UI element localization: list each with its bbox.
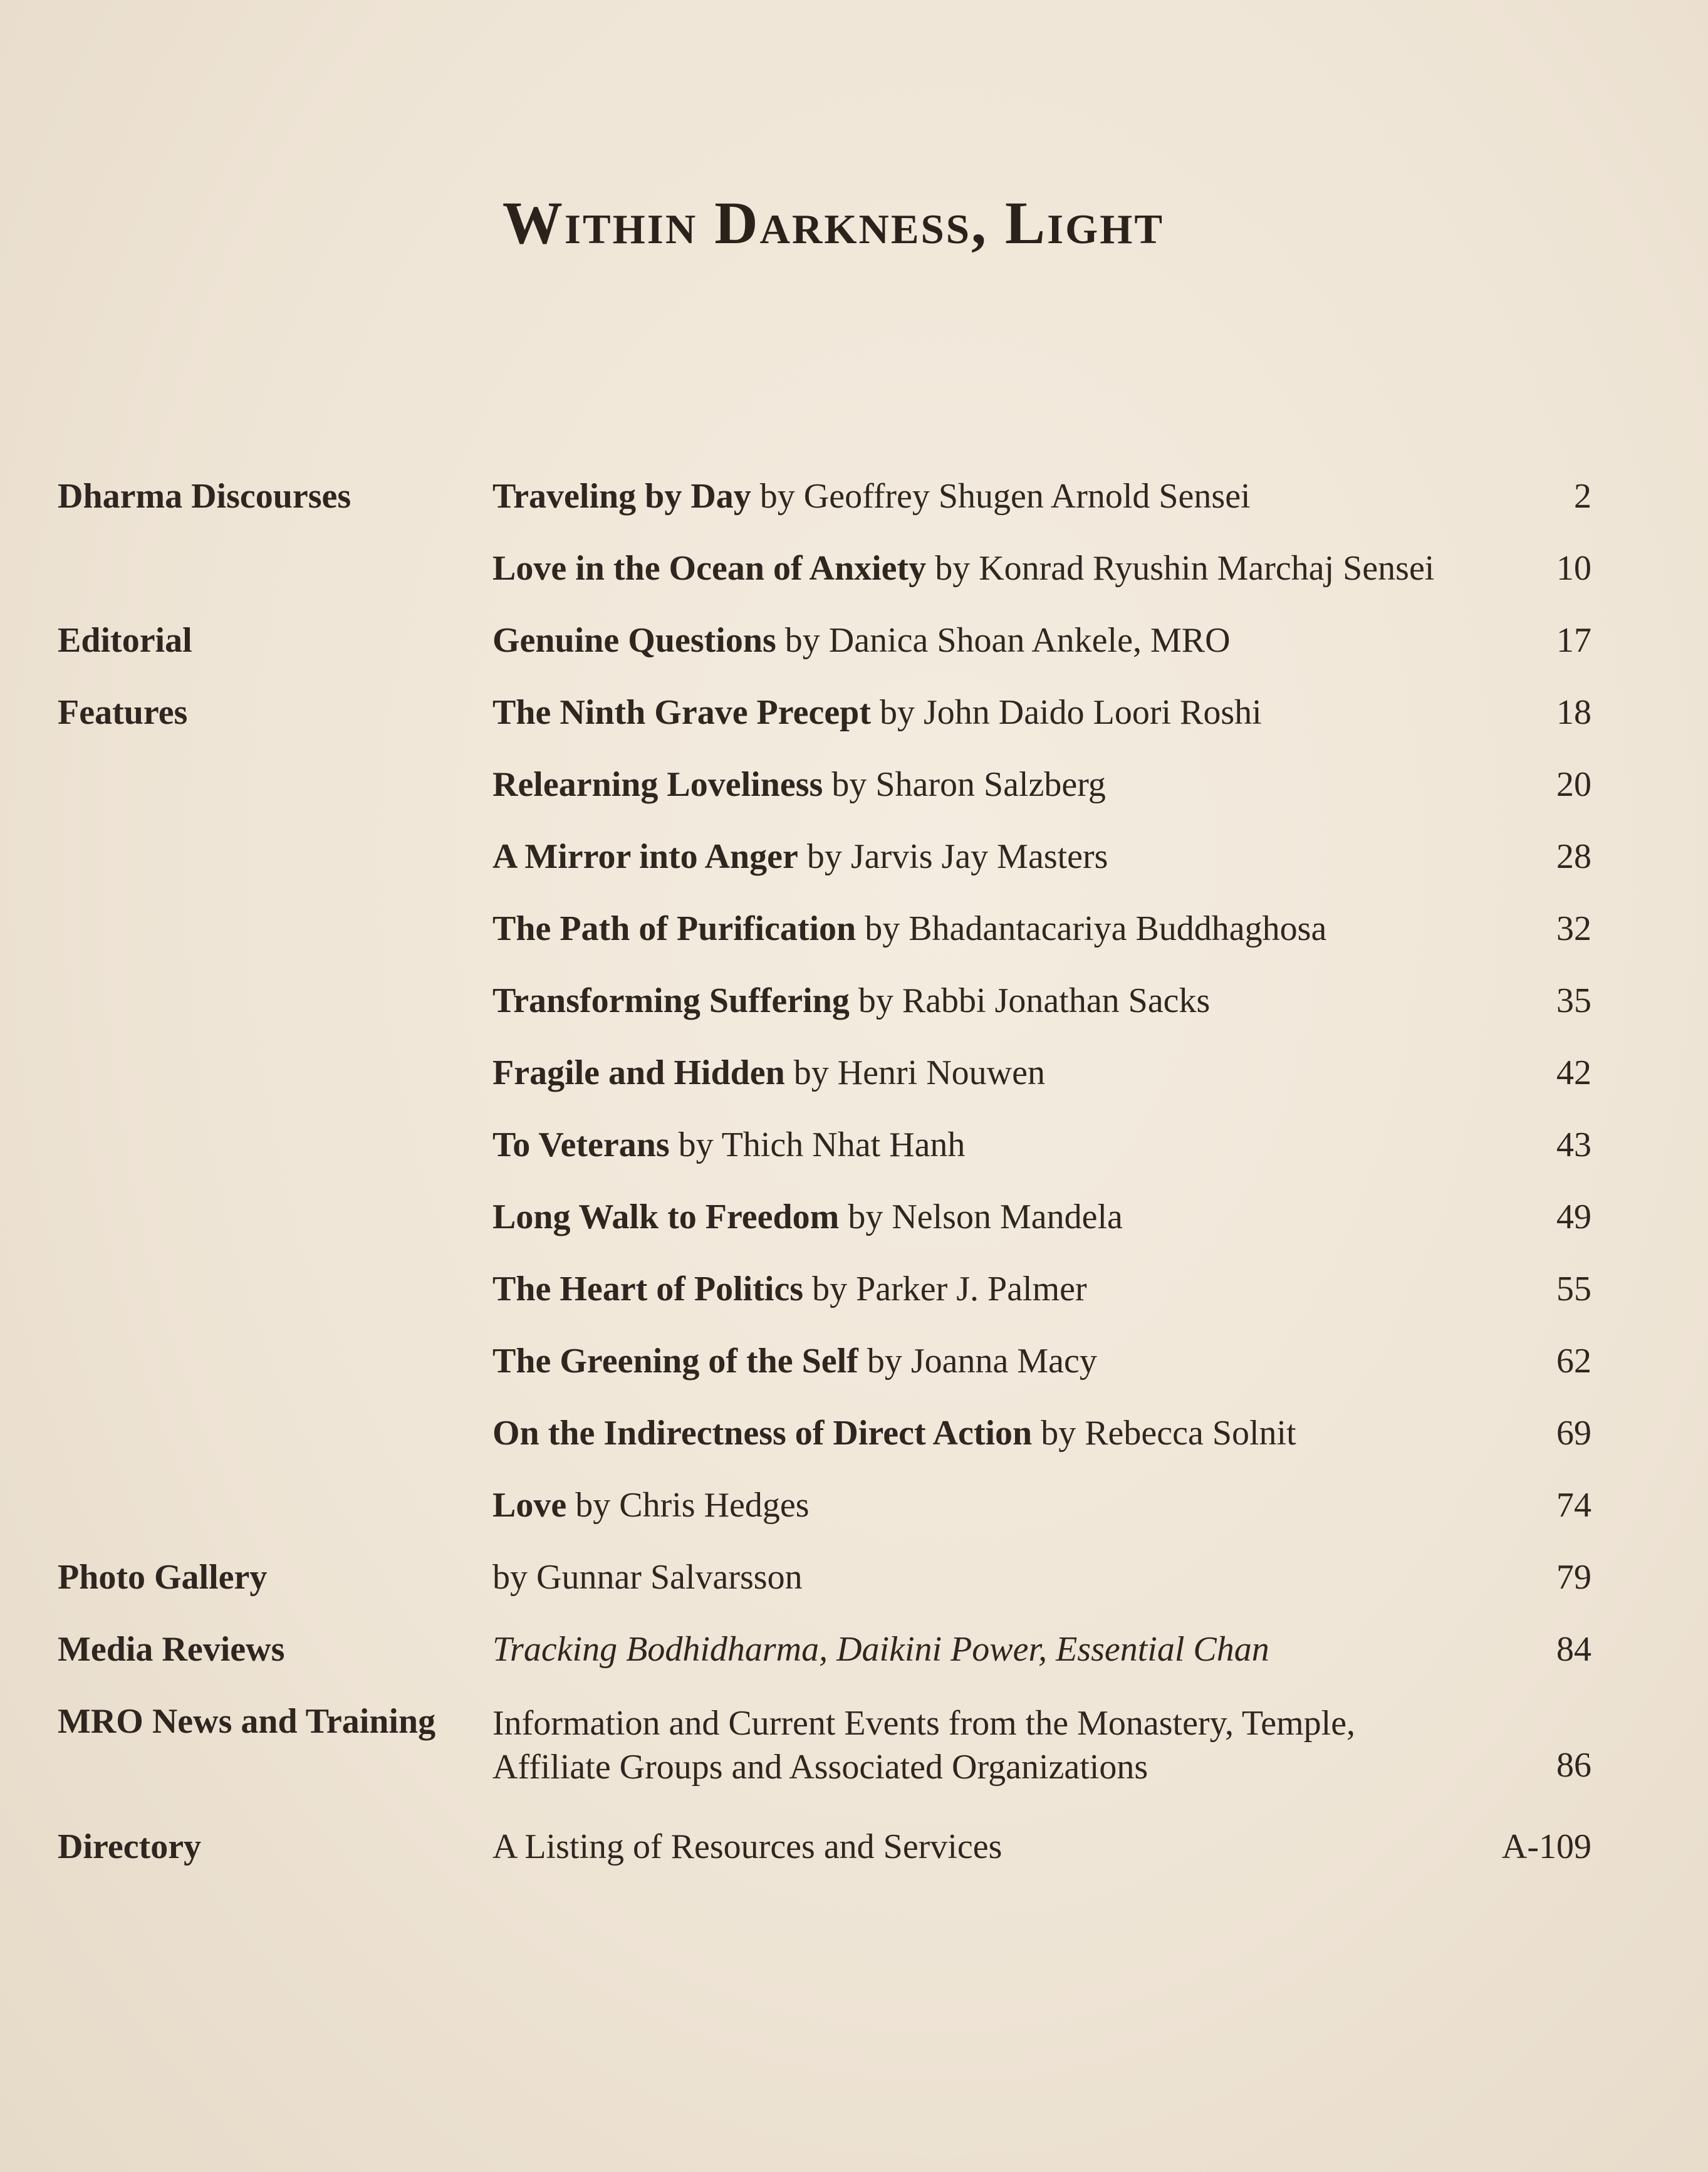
page-title: Within Darkness, Light bbox=[502, 189, 1165, 256]
entry-byline: by Sharon Salzberg bbox=[823, 765, 1106, 804]
toc-entry: A Listing of Resources and Services bbox=[492, 1827, 1002, 1866]
toc-row bbox=[0, 1413, 1708, 1470]
entry-byline: by Bhadantacariya Buddhaghosa bbox=[856, 909, 1327, 948]
entry-byline: by Rebecca Solnit bbox=[1032, 1414, 1296, 1453]
entry-byline: by Joanna Macy bbox=[858, 1342, 1097, 1381]
section-heading: Directory bbox=[58, 1827, 202, 1866]
entry-title: To Veterans bbox=[492, 1125, 670, 1164]
toc-entry bbox=[492, 909, 1326, 949]
entry-title: Relearning Loveliness bbox=[492, 765, 823, 804]
page-number: 79 bbox=[1556, 1558, 1591, 1597]
page-number: 86 bbox=[1556, 1746, 1591, 1785]
entry-byline: by Henri Nouwen bbox=[784, 1053, 1045, 1092]
entry-title: On the Indirectness of Direct Action bbox=[492, 1414, 1033, 1453]
page-number: 20 bbox=[1556, 765, 1591, 804]
entry-byline: by Rabbi Jonathan Sacks bbox=[849, 981, 1211, 1020]
toc-entry bbox=[492, 1053, 1045, 1093]
toc-row bbox=[0, 1341, 1708, 1397]
entry-title: Love bbox=[492, 1486, 567, 1525]
entry-title: Long Walk to Freedom bbox=[492, 1198, 840, 1236]
toc-row bbox=[0, 1629, 1708, 1686]
toc-row bbox=[0, 476, 1708, 533]
toc-row bbox=[0, 1125, 1708, 1181]
page-number: 55 bbox=[1556, 1270, 1591, 1308]
entry-byline: by Geoffrey Shugen Arnold Sensei bbox=[751, 477, 1251, 516]
page-number: A-109 bbox=[1501, 1827, 1591, 1866]
page-number: 2 bbox=[1574, 477, 1591, 516]
toc-row bbox=[0, 1197, 1708, 1253]
toc-entry bbox=[492, 692, 1262, 733]
toc-entry: Information and Current Events from the Monastery, Temple, Affiliate Groups and Associated Organizations bbox=[492, 1704, 1356, 1787]
page-number: 17 bbox=[1556, 621, 1591, 660]
toc-row bbox=[0, 1827, 1708, 1883]
entry-title: The Ninth Grave Precept bbox=[492, 693, 871, 732]
page-number: 32 bbox=[1556, 909, 1591, 948]
toc-row bbox=[0, 1269, 1708, 1325]
toc-entry bbox=[492, 548, 1434, 588]
toc-row bbox=[0, 620, 1708, 677]
toc-row bbox=[0, 909, 1708, 965]
page-number: 28 bbox=[1556, 837, 1591, 876]
page-number: 69 bbox=[1556, 1414, 1591, 1453]
toc-entry bbox=[492, 765, 1106, 805]
toc-entry bbox=[492, 620, 1231, 660]
section-heading: MRO News and Training bbox=[58, 1702, 436, 1741]
page-number: 84 bbox=[1556, 1630, 1591, 1669]
page-number: 35 bbox=[1556, 981, 1591, 1020]
toc-row bbox=[0, 548, 1708, 605]
entry-byline: by Chris Hedges bbox=[566, 1486, 810, 1525]
toc-entry bbox=[492, 981, 1210, 1021]
toc-row bbox=[0, 981, 1708, 1037]
entry-title: The Heart of Politics bbox=[492, 1270, 804, 1308]
page-number: 18 bbox=[1556, 693, 1591, 732]
toc-row bbox=[0, 837, 1708, 893]
entry-title: Fragile and Hidden bbox=[492, 1053, 785, 1092]
toc-entry: by Gunnar Salvarsson bbox=[492, 1558, 803, 1597]
page-number: 43 bbox=[1556, 1125, 1591, 1164]
page-number: 74 bbox=[1556, 1486, 1591, 1525]
toc-row bbox=[0, 1485, 1708, 1542]
entry-title: Love in the Ocean of Anxiety bbox=[492, 549, 927, 588]
entry-byline: by Konrad Ryushin Marchaj Sensei bbox=[926, 549, 1435, 588]
toc-row bbox=[0, 1701, 1708, 1802]
toc-entry bbox=[492, 476, 1251, 516]
toc-entry bbox=[492, 1341, 1097, 1381]
page-number: 42 bbox=[1556, 1053, 1591, 1092]
toc-entry bbox=[492, 1413, 1296, 1453]
section-heading: Editorial bbox=[58, 621, 192, 660]
entry-title: Transforming Suffering bbox=[492, 981, 850, 1020]
section-heading: Features bbox=[58, 693, 188, 732]
entry-byline: by Jarvis Jay Masters bbox=[798, 837, 1108, 876]
toc-entry: Tracking Bodhidharma, Daikini Power, Essential Chan bbox=[492, 1630, 1269, 1669]
entry-byline: by John Daido Loori Roshi bbox=[870, 693, 1262, 732]
entry-title: Traveling by Day bbox=[492, 477, 751, 516]
entry-byline: by Parker J. Palmer bbox=[803, 1270, 1087, 1308]
section-heading: Media Reviews bbox=[58, 1630, 285, 1669]
entry-title: A Mirror into Anger bbox=[492, 837, 798, 876]
entry-byline: by Nelson Mandela bbox=[839, 1198, 1123, 1236]
page-number: 62 bbox=[1556, 1342, 1591, 1381]
entry-byline: by Danica Shoan Ankele, MRO bbox=[776, 621, 1231, 660]
toc-entry bbox=[492, 1485, 810, 1525]
toc-entry bbox=[492, 837, 1108, 877]
entry-title: The Greening of the Self bbox=[492, 1342, 858, 1381]
toc-entry bbox=[492, 1197, 1123, 1237]
entry-byline: by Thich Nhat Hanh bbox=[669, 1125, 966, 1164]
entry-title: Genuine Questions bbox=[492, 621, 776, 660]
toc-row bbox=[0, 1053, 1708, 1109]
toc-row bbox=[0, 1557, 1708, 1614]
toc-row bbox=[0, 765, 1708, 821]
section-heading: Dharma Discourses bbox=[58, 477, 351, 516]
toc-entry bbox=[492, 1125, 965, 1165]
page-number: 49 bbox=[1556, 1198, 1591, 1236]
toc-entry bbox=[492, 1269, 1087, 1309]
section-heading: Photo Gallery bbox=[58, 1558, 268, 1597]
entry-title: The Path of Purification bbox=[492, 909, 857, 948]
toc-row bbox=[0, 692, 1708, 749]
page-number: 10 bbox=[1556, 549, 1591, 588]
